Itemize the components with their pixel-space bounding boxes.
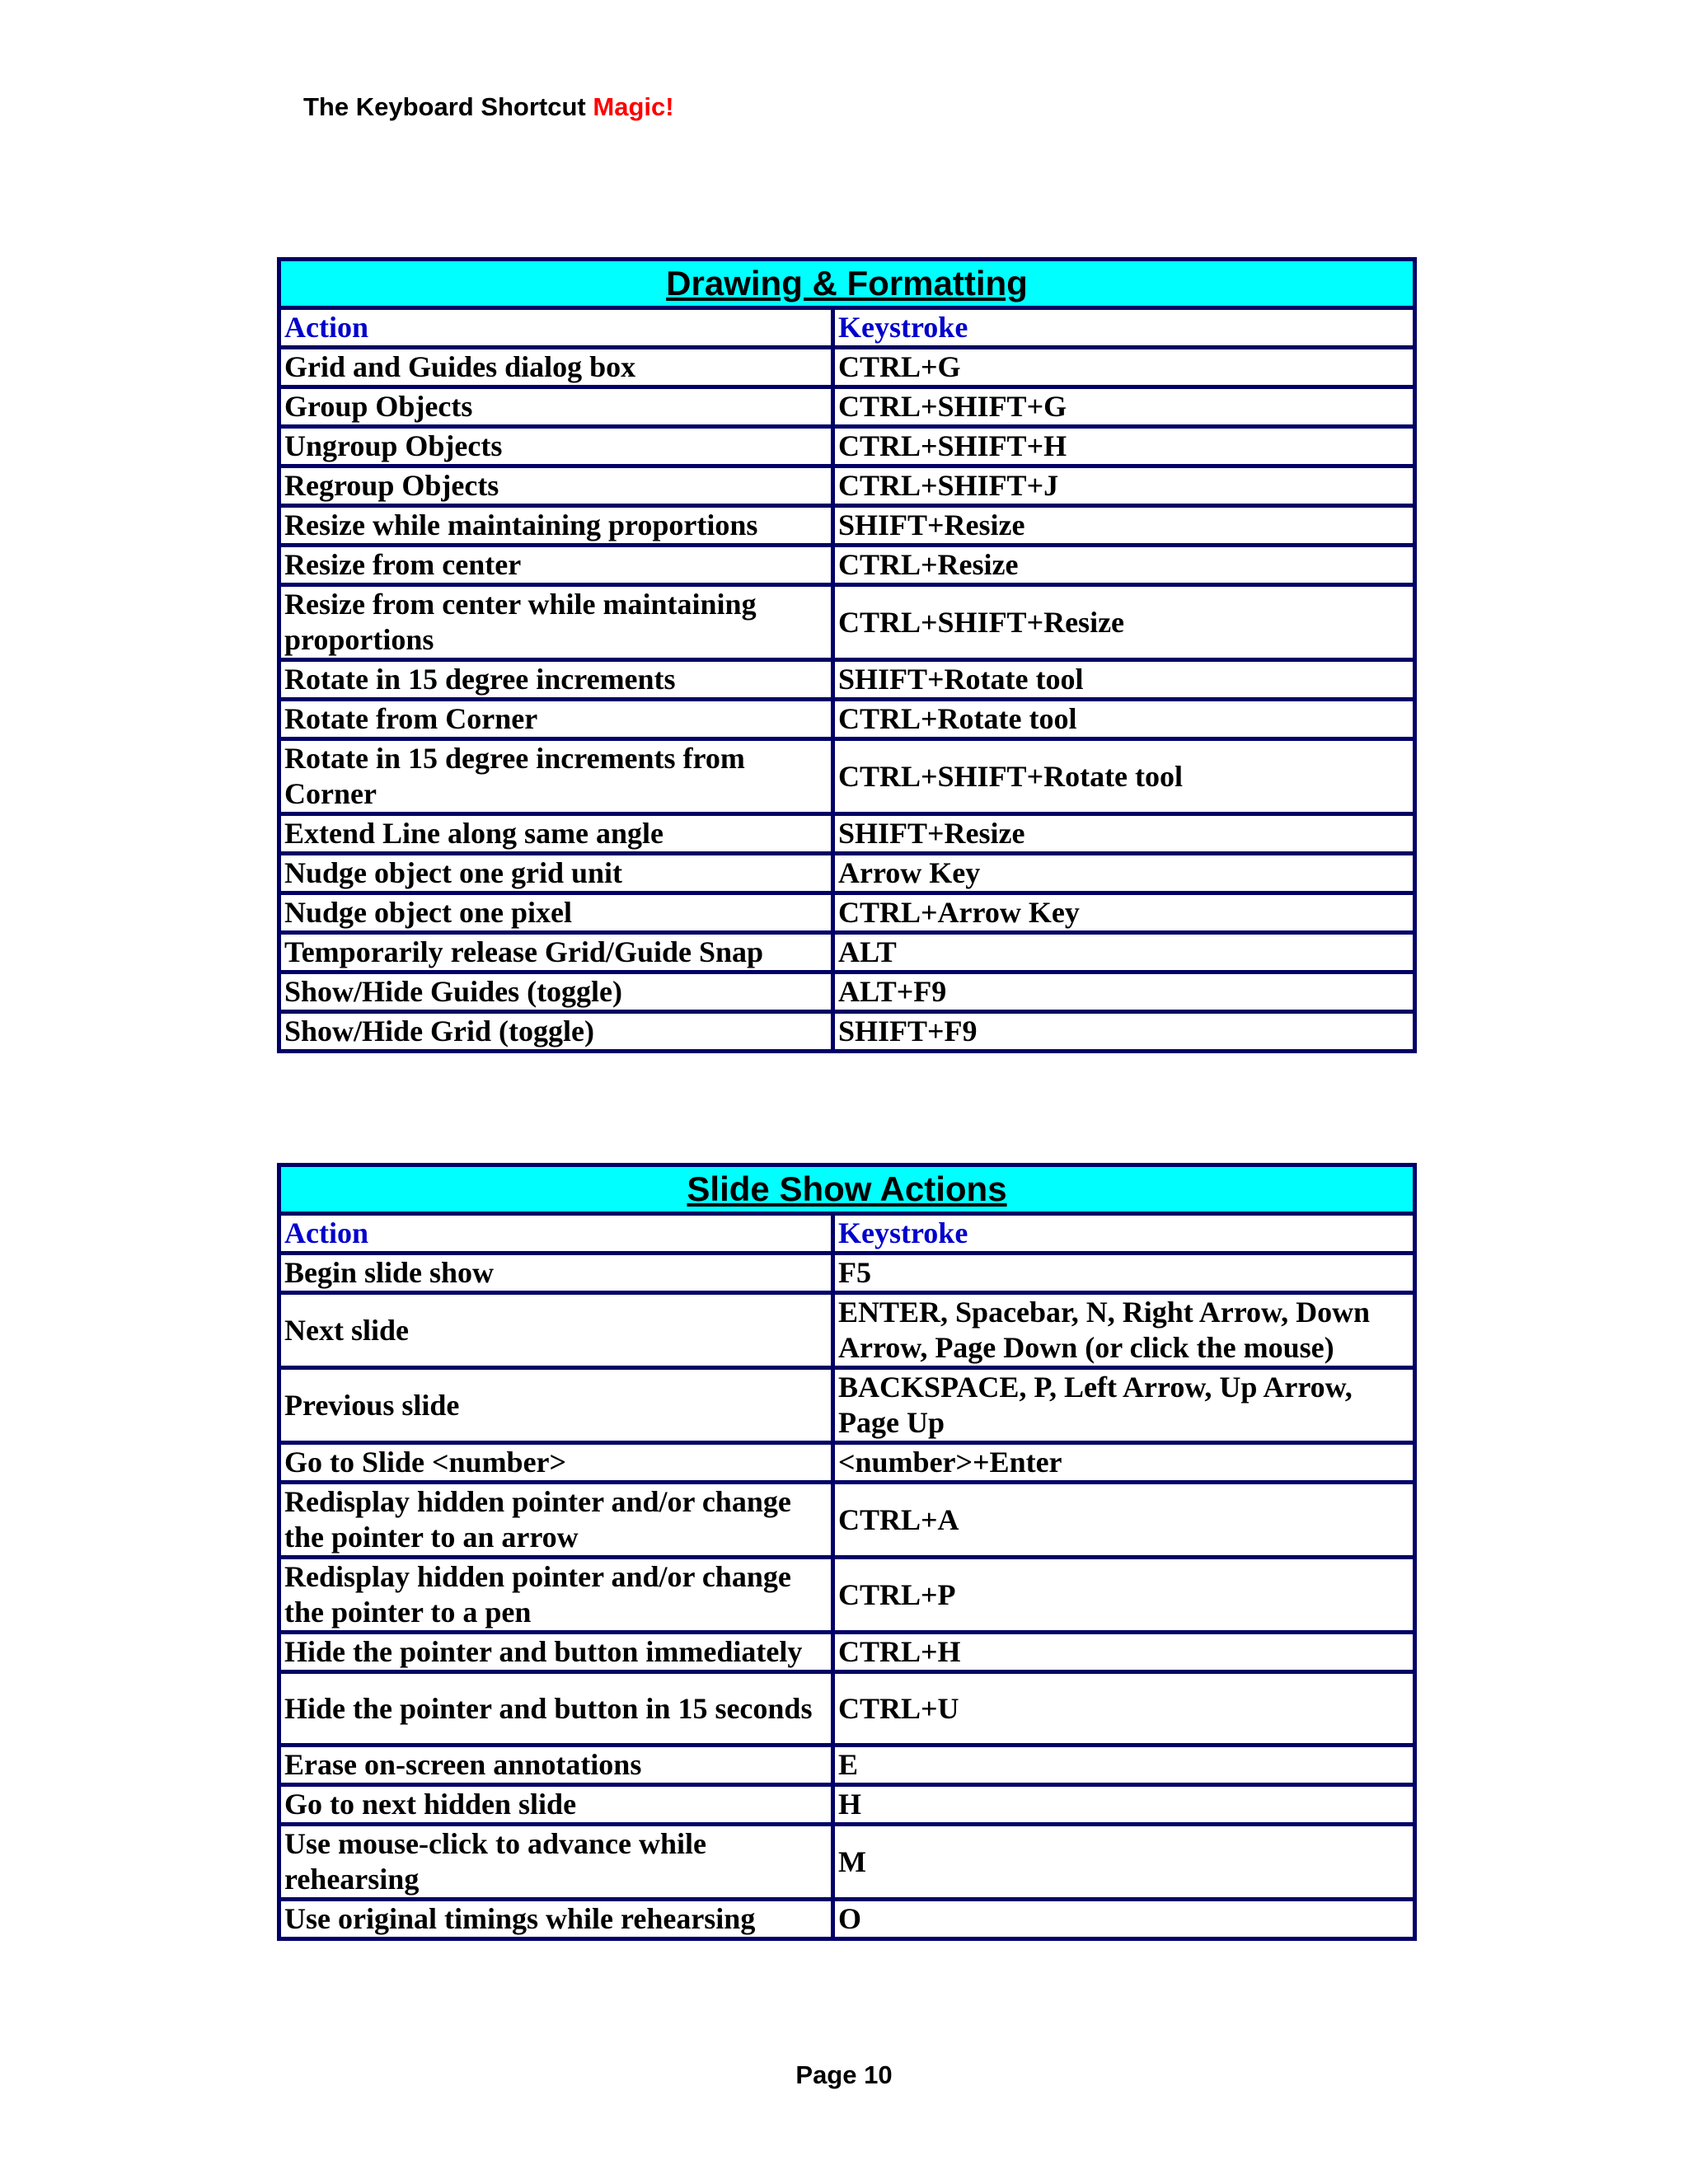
header-title: The Keyboard Shortcut [303,92,593,121]
table-row [279,814,1415,854]
action-cell: Grid and Guides dialog box [279,348,833,387]
action-cell: Hide the pointer and button in 15 seconds [279,1672,833,1746]
table-title-row [279,1165,1415,1214]
action-cell: Erase on-screen annotations [279,1746,833,1785]
action-cell: Nudge object one pixel [279,893,833,933]
action-cell: Nudge object one grid unit [279,854,833,893]
table-row [279,387,1415,427]
keystroke-cell: F5 [833,1254,1415,1293]
table-row [279,1825,1415,1900]
action-cell: Begin slide show [279,1254,833,1293]
table-title: Drawing & Formatting [279,260,1415,308]
keystroke-cell: ENTER, Spacebar, N, Right Arrow, Down Arrow, Page Down (or click the mouse) [833,1293,1415,1368]
action-cell: Go to next hidden slide [279,1785,833,1825]
action-cell: Temporarily release Grid/Guide Snap [279,933,833,972]
keystroke-cell: CTRL+Rotate tool [833,700,1415,739]
table-row [279,700,1415,739]
page-number: Page 10 [795,2060,893,2089]
action-cell: Extend Line along same angle [279,814,833,854]
table-row [279,660,1415,700]
keystroke-cell: ALT [833,933,1415,972]
table-row [279,1558,1415,1633]
table-row [279,427,1415,466]
action-cell: Next slide [279,1293,833,1368]
action-cell: Rotate in 15 degree increments from Corner [279,739,833,814]
table-row [279,1254,1415,1293]
action-cell: Previous slide [279,1368,833,1443]
keystroke-cell: SHIFT+Resize [833,814,1415,854]
table-title: Slide Show Actions [279,1165,1415,1214]
keystroke-cell: CTRL+A [833,1483,1415,1558]
keystroke-cell: Arrow Key [833,854,1415,893]
table-row [279,1785,1415,1825]
keystroke-cell: CTRL+Resize [833,546,1415,585]
table-row [279,546,1415,585]
action-cell: Ungroup Objects [279,427,833,466]
document-header [303,92,674,122]
keystroke-cell: CTRL+H [833,1633,1415,1672]
table-row [279,893,1415,933]
action-cell: Resize while maintaining proportions [279,506,833,546]
keystroke-cell: E [833,1746,1415,1785]
table-header-row [279,308,1415,348]
table-row [279,972,1415,1012]
table-row [279,1293,1415,1368]
keystroke-cell: M [833,1825,1415,1900]
table-row [279,1443,1415,1483]
table-title-row [279,260,1415,308]
keystroke-cell: CTRL+P [833,1558,1415,1633]
keystroke-cell: CTRL+G [833,348,1415,387]
keystroke-cell: CTRL+Arrow Key [833,893,1415,933]
table-row [279,1368,1415,1443]
table-row [279,1483,1415,1558]
table-row [279,1672,1415,1746]
table-row [279,1900,1415,1939]
keystroke-cell: CTRL+SHIFT+Rotate tool [833,739,1415,814]
table-row [279,739,1415,814]
table-row [279,348,1415,387]
column-header-keystroke: Keystroke [833,308,1415,348]
keystroke-cell: CTRL+SHIFT+J [833,466,1415,506]
column-header-action: Action [279,1214,833,1254]
keystroke-cell: SHIFT+Resize [833,506,1415,546]
action-cell: Redisplay hidden pointer and/or change the pointer to an arrow [279,1483,833,1558]
action-cell: Resize from center while maintaining proportions [279,585,833,660]
table-row [279,466,1415,506]
keystroke-cell: ALT+F9 [833,972,1415,1012]
column-header-action: Action [279,308,833,348]
table-row [279,1012,1415,1052]
keystroke-cell: CTRL+SHIFT+H [833,427,1415,466]
keystroke-cell: H [833,1785,1415,1825]
table-row [279,854,1415,893]
keystroke-cell: BACKSPACE, P, Left Arrow, Up Arrow, Page Up [833,1368,1415,1443]
keystroke-cell: SHIFT+Rotate tool [833,660,1415,700]
keystroke-cell: CTRL+SHIFT+G [833,387,1415,427]
table-row [279,506,1415,546]
column-header-keystroke: Keystroke [833,1214,1415,1254]
action-cell: Show/Hide Guides (toggle) [279,972,833,1012]
action-cell: Use mouse-click to advance while rehearsing [279,1825,833,1900]
table-row [279,1633,1415,1672]
action-cell: Rotate from Corner [279,700,833,739]
header-title-accent: Magic! [593,92,674,121]
action-cell: Regroup Objects [279,466,833,506]
table-row [279,585,1415,660]
drawing-formatting-table [277,257,1417,1053]
keystroke-cell: SHIFT+F9 [833,1012,1415,1052]
table-row [279,933,1415,972]
action-cell: Use original timings while rehearsing [279,1900,833,1939]
action-cell: Hide the pointer and button immediately [279,1633,833,1672]
keystroke-cell: CTRL+SHIFT+Resize [833,585,1415,660]
keystroke-cell: CTRL+U [833,1672,1415,1746]
action-cell: Resize from center [279,546,833,585]
keystroke-cell: <number>+Enter [833,1443,1415,1483]
action-cell: Group Objects [279,387,833,427]
action-cell: Show/Hide Grid (toggle) [279,1012,833,1052]
table-header-row [279,1214,1415,1254]
action-cell: Rotate in 15 degree increments [279,660,833,700]
slide-show-actions-table [277,1163,1417,1941]
keystroke-cell: O [833,1900,1415,1939]
action-cell: Go to Slide <number> [279,1443,833,1483]
action-cell: Redisplay hidden pointer and/or change the pointer to a pen [279,1558,833,1633]
table-row [279,1746,1415,1785]
